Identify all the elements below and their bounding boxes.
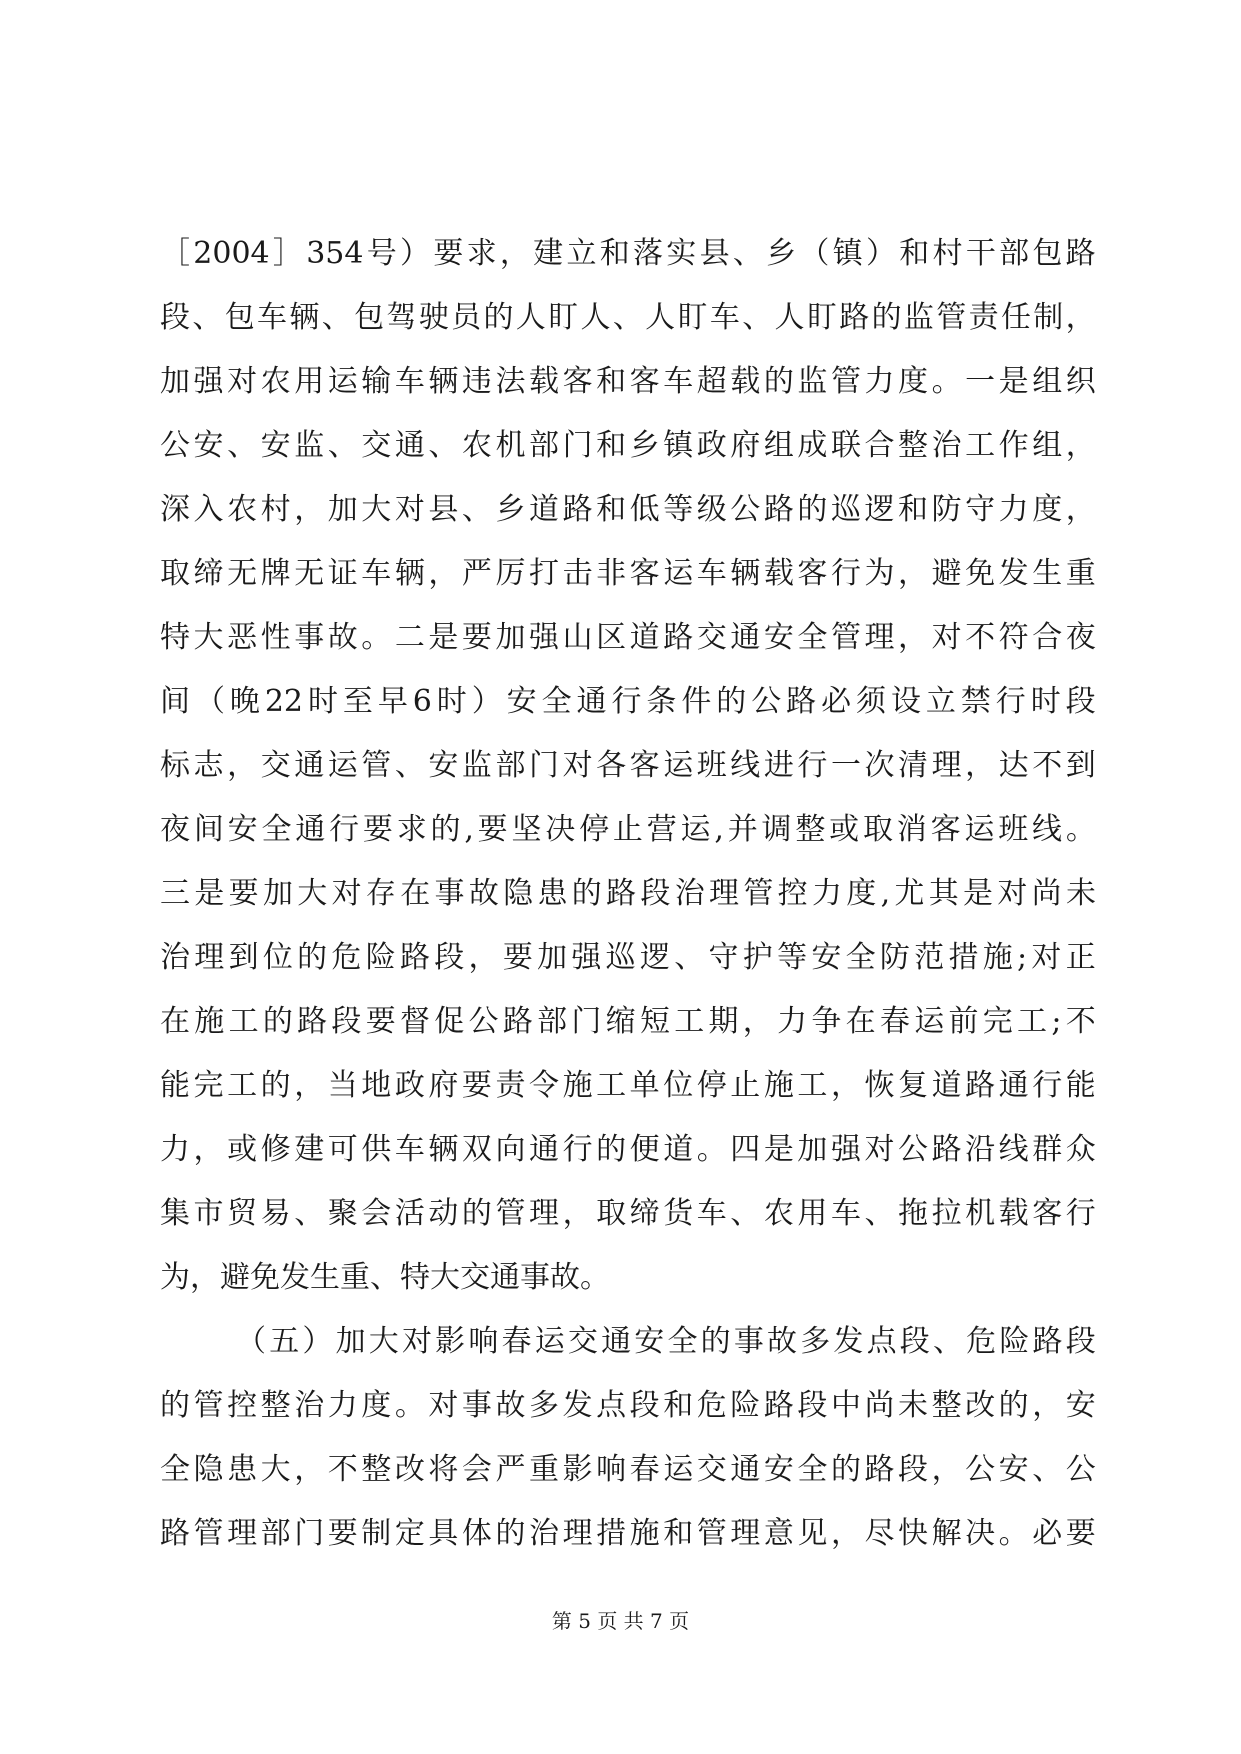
text-line: 能 完 工 的 ， 当 地 政 府 要 责 令 施 工 单 位 停 止 施 工 ， 恢 复 道 路 通 行 能 [160, 1068, 1096, 1103]
text-line: 段 、 包 车 辆 、 包 驾 驶 员 的 人 盯 人 、 人 盯 车 、 人 盯 路 的 监 管 责 任 制 ， [160, 300, 1096, 335]
page-footer: 第 5 页 共 7 页 [551, 1609, 690, 1633]
text-line: （ 五 ） 加 大 对 影 响 春 运 交 通 安 全 的 事 故 多 发 点 段 、 危 险 路 段 [236, 1324, 1096, 1359]
text-line: 的 管 控 整 治 力 度 。 对 事 故 多 发 点 段 和 危 险 路 段 中 尚 未 整 改 的 ， 安 [160, 1388, 1096, 1423]
text-line: 取 缔 无 牌 无 证 车 辆 ， 严 厉 打 击 非 客 运 车 辆 载 客 行 为 ， 避 免 发 生 重 [160, 556, 1096, 591]
text-line: 加 强 对 农 用 运 输 车 辆 违 法 载 客 和 客 车 超 载 的 监 管 力 度 。 一 是 组 织 [160, 364, 1096, 399]
text-line: 治 理 到 位 的 危 险 路 段 ， 要 加 强 巡 逻 、 守 护 等 安 全 防 范 措 施 ; 对 正 [160, 940, 1096, 975]
text-line: 间 （ 晚 22 时 至 早 6 时 ） 安 全 通 行 条 件 的 公 路 必 须 设 立 禁 行 时 段 [160, 684, 1096, 719]
text-line: 深 入 农 村 ， 加 大 对 县 、 乡 道 路 和 低 等 级 公 路 的 巡 逻 和 防 守 力 度 ， [160, 492, 1096, 527]
text-line: 公 安 、 安 监 、 交 通 、 农 机 部 门 和 乡 镇 政 府 组 成 联 合 整 治 工 作 组 ， [160, 428, 1096, 463]
text-line: 集 市 贸 易 、 聚 会 活 动 的 管 理 ， 取 缔 货 车 、 农 用 车 、 拖 拉 机 载 客 行 [160, 1196, 1096, 1231]
text-line: 为 ， 避 免 发 生 重 、 特 大 交 通 事 故 。 [160, 1260, 610, 1295]
text-line: 特 大 恶 性 事 故 。 二 是 要 加 强 山 区 道 路 交 通 安 全 管 理 ， 对 不 符 合 夜 [160, 620, 1096, 655]
text-line: 全 隐 患 大 ， 不 整 改 将 会 严 重 影 响 春 运 交 通 安 全 的 路 段 ， 公 安 、 公 [160, 1452, 1096, 1487]
text-line: ［ 2004 ］ 354 号 ） 要 求 ， 建 立 和 落 实 县 、 乡 （ 镇 ） 和 村 干 部 包 路 [160, 236, 1096, 271]
body-text [160, 234, 1096, 1578]
text-line: 标 志 ， 交 通 运 管 、 安 监 部 门 对 各 客 运 班 线 进 行 一 次 清 理 ， 达 不 到 [160, 748, 1096, 783]
text-line: 力 ， 或 修 建 可 供 车 辆 双 向 通 行 的 便 道 。 四 是 加 强 对 公 路 沿 线 群 众 [160, 1132, 1096, 1167]
text-line: 路 管 理 部 门 要 制 定 具 体 的 治 理 措 施 和 管 理 意 见 ， 尽 快 解 决 。 必 要 [160, 1516, 1096, 1551]
text-line: 在 施 工 的 路 段 要 督 促 公 路 部 门 缩 短 工 期 ， 力 争 在 春 运 前 完 工 ; 不 [160, 1004, 1096, 1039]
text-line: 三 是 要 加 大 对 存 在 事 故 隐 患 的 路 段 治 理 管 控 力 度 , 尤 其 是 对 尚 未 [160, 876, 1096, 911]
text-line: 夜 间 安 全 通 行 要 求 的 , 要 坚 决 停 止 营 运 , 并 调 整 或 取 消 客 运 班 线 。 [160, 812, 1096, 847]
